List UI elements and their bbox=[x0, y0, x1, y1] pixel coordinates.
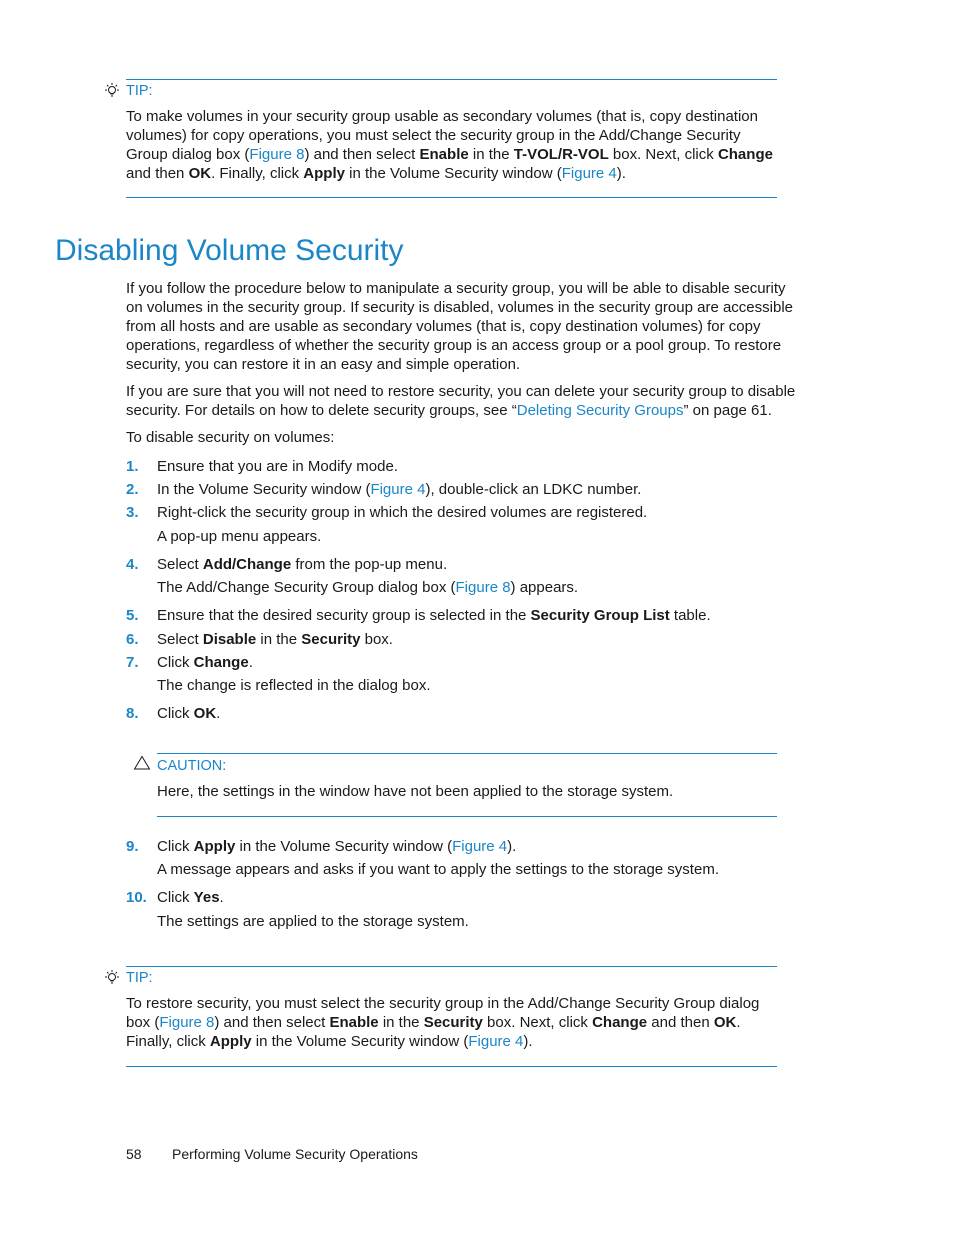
figure-8-link[interactable]: Figure 8 bbox=[455, 579, 511, 596]
procedure-intro: To disable security on volumes: bbox=[126, 429, 335, 446]
step-text: In the Volume Security window (Figure 4), double-click an LDKC number. bbox=[157, 481, 642, 498]
tip-top-rule bbox=[126, 966, 777, 967]
caution-text: Here, the settings in the window have not been applied to the storage system. bbox=[157, 783, 674, 800]
tip-label: TIP: bbox=[126, 83, 153, 99]
caution-top-rule bbox=[157, 753, 777, 754]
tip-label: TIP: bbox=[126, 970, 153, 986]
tip-text: To restore security, you must select the security group in the Add/Change Security Group dialog box (Figure 8) and then select Enable in the Security box. Next, click Change and then OK. Finally, click Apply in the Volume Security window (Figure 4). bbox=[126, 995, 760, 1050]
step-number: 1. bbox=[126, 458, 139, 475]
section-heading: Disabling Volume Security bbox=[55, 234, 404, 267]
figure-4-link[interactable]: Figure 4 bbox=[561, 165, 617, 182]
step-text: Click Yes. bbox=[157, 889, 224, 906]
step-text: Select Add/Change from the pop-up menu. bbox=[157, 556, 448, 573]
step-text: Click Change. bbox=[157, 654, 253, 671]
step-text: Click Apply in the Volume Security window (Figure 4). bbox=[157, 838, 517, 855]
delete-paragraph: If you are sure that you will not need to restore security, you can delete your security group to disable security. For details on how to delete security groups, see “Deleting Security Groups” on page 61. bbox=[126, 383, 796, 419]
step-text: Click OK. bbox=[157, 705, 221, 722]
step-text: Select Disable in the Security box. bbox=[157, 631, 393, 648]
warning-triangle-icon bbox=[133, 755, 151, 771]
step-number: 7. bbox=[126, 654, 139, 671]
step-result: The settings are applied to the storage system. bbox=[157, 913, 469, 930]
step-number: 2. bbox=[126, 481, 139, 498]
step-number: 10. bbox=[126, 889, 147, 906]
step-text: Right-click the security group in which the desired volumes are registered. bbox=[157, 504, 648, 521]
tip-text: To make volumes in your security group usable as secondary volumes (that is, copy destination volumes) for copy operations, you must select the security group in the Add/Change Security Group dialog box (Figure 8) and then select Enable in the T-VOL/R-VOL box. Next, click Change and then OK. Finally, click Apply in the Volume Security window (Figure 4). bbox=[126, 108, 773, 182]
figure-8-link[interactable]: Figure 8 bbox=[159, 1014, 215, 1031]
caution-bottom-rule bbox=[157, 816, 777, 817]
figure-4-link[interactable]: Figure 4 bbox=[452, 838, 508, 855]
step-text: Ensure that you are in Modify mode. bbox=[157, 458, 398, 475]
figure-8-link[interactable]: Figure 8 bbox=[249, 146, 305, 163]
lightbulb-icon bbox=[102, 968, 122, 988]
tip-top-rule bbox=[126, 79, 777, 80]
step-result: A pop-up menu appears. bbox=[157, 528, 322, 545]
step-number: 3. bbox=[126, 504, 139, 521]
step-number: 9. bbox=[126, 838, 139, 855]
page-number: 58 bbox=[126, 1146, 142, 1162]
intro-paragraph: If you follow the procedure below to manipulate a security group, you will be able to disable security on volumes in the security group. If security is disabled, volumes in the security group are accessible from all hosts and are usable as secondary volumes (that is, copy destination volumes) for copy operations, regardless of whether the security group is an access group or a pool group. To restore security, you can restore it in an easy and simple operation. bbox=[126, 280, 793, 373]
step-number: 4. bbox=[126, 556, 139, 573]
figure-4-link[interactable]: Figure 4 bbox=[468, 1033, 524, 1050]
tip-bottom-rule bbox=[126, 1066, 777, 1067]
step-number: 8. bbox=[126, 705, 139, 722]
figure-4-link[interactable]: Figure 4 bbox=[370, 481, 426, 498]
lightbulb-icon bbox=[102, 81, 122, 101]
footer-title: Performing Volume Security Operations bbox=[172, 1146, 418, 1162]
step-number: 6. bbox=[126, 631, 139, 648]
step-result: A message appears and asks if you want to apply the settings to the storage system. bbox=[157, 861, 719, 878]
step-result: The Add/Change Security Group dialog box (Figure 8) appears. bbox=[157, 579, 579, 596]
tip-bottom-rule bbox=[126, 197, 777, 198]
step-number: 5. bbox=[126, 607, 139, 624]
deleting-security-groups-link[interactable]: Deleting Security Groups bbox=[516, 402, 684, 419]
step-text: Ensure that the desired security group is selected in the Security Group List table. bbox=[157, 607, 711, 624]
step-result: The change is reflected in the dialog box. bbox=[157, 677, 431, 694]
caution-label: CAUTION: bbox=[157, 758, 227, 774]
